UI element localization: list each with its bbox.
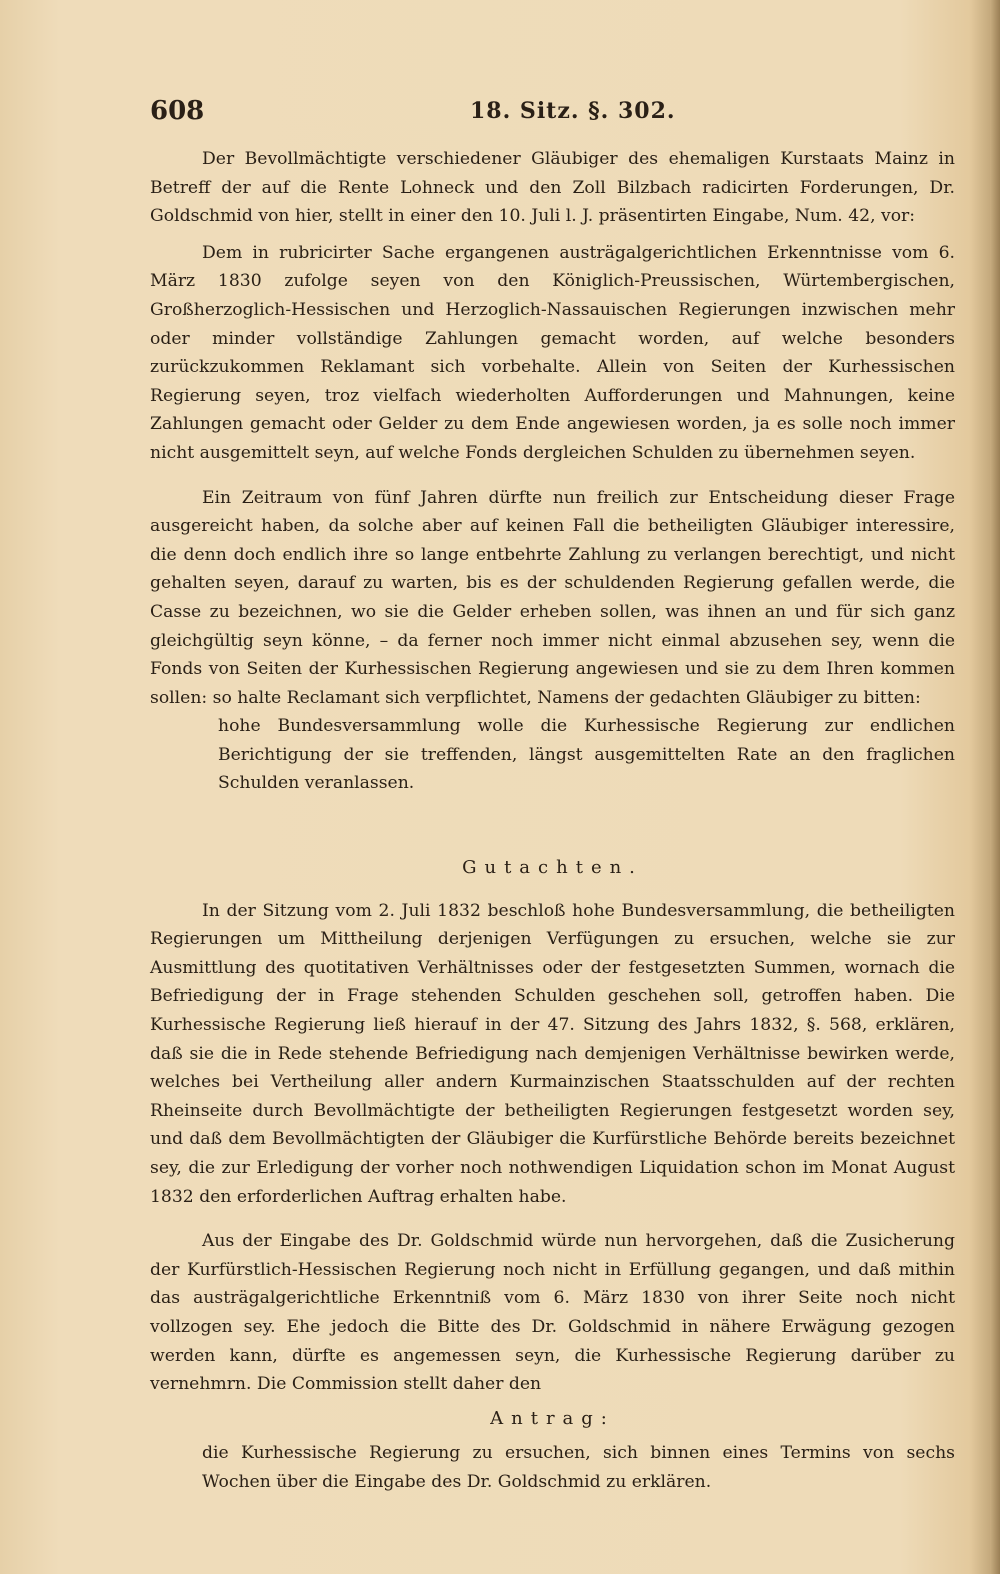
- page-edge: [990, 0, 1000, 1574]
- paragraph-petition-request: hohe Bundesversammlung wolle die Kurhessische Regierung zur endlichen Berichtigung der sie treffenden, längst ausgemittelten Rate an den fraglichen Schulden veranlassen.: [218, 716, 955, 794]
- paragraph-opinion-history: In der Sitzung vom 2. Juli 1832 beschloß hohe Bundesversammlung, die betheiligten Regierungen um Mittheilung derjenigen Verfügungen zu ersuchen, welche sie zur Ausmittlung des quotitativen Verhältnisses oder der festgesetzten Summen, wornach die Befriedigung der in Frage stehenden Schulden geschehen soll, getroffen haben. Die Kurhessische Regierung ließ hierauf in der 47. Sitzung des Jahrs 1832, §. 568, erklären, daß sie die in Rede stehende Befriedigung nach demjenigen Verhältnisse bewirken werde, welches bei Vertheilung aller andern Kurmainzischen Staatsschulden auf der rechten Rheinseite durch Bevollmächtigte der betheiligten Regierungen festgesetzt worden sey, und daß dem Bevollmächtigten der Gläubiger die Kurfürstliche Behörde bereits bezeichnet sey, die zur Erledigung der vorher noch nothwendigen Liquidation schon im Monat August 1832 den erforderlichen Auftrag erhalten habe.: [150, 900, 955, 1207]
- heading-antrag: Antrag:: [490, 1407, 615, 1429]
- page-header: [150, 96, 900, 136]
- paragraph-petition-claim: Dem in rubricirter Sache ergangenen austrägalgerichtlichen Erkenntnisse vom 6. März 1830 zufolge seyen von den Königlich-Preussischen, Würtembergischen, Großherzoglich-Hessischen und Herzoglich-Nassauischen Regierungen inzwischen mehr oder minder vollständige Zahlungen gemacht worden, auf welche besonders zurückzukommen Reklamant sich vorbehalte. Allein von Seiten der Kurhessischen Regierung seyen, troz vielfach wiederholten Aufforderungen und Mahnungen, keine Zahlungen gemacht oder Gelder zu dem Ende angewiesen worden, ja es solle noch immer nicht ausgemittelt seyn, auf welche Fonds dergleichen Schulden zu übernehmen seyen.: [150, 242, 955, 463]
- paragraph-petition-intro: Der Bevollmächtigte verschiedener Gläubiger des ehemaligen Kurstaats Mainz in Betreff der auf die Rente Lohneck und den Zoll Bilzbach radicirten Forderungen, Dr. Goldschmid von hier, stellt in einer den 10. Juli l. J. präsentirten Eingabe, Num. 42, vor:: [150, 149, 955, 227]
- paragraph-petition-argument: Ein Zeitraum von fünf Jahren dürfte nun freilich zur Entscheidung dieser Frage ausgereicht haben, da solche aber auf keinen Fall die betheiligten Gläubiger interessire, die denn doch endlich ihre so lange entbehrte Zahlung zu verlangen berechtigt, und nicht gehalten seyen, darauf zu warten, bis es der schuldenden Regierung gefallen werde, die Casse zu bezeichnen, wo sie die Gelder erheben sollen, was ihnen an und für sich ganz gleichgültig seyn könne, – da ferner noch immer nicht einmal abzusehen sey, wenn die Fonds von Seiten der Kurhessischen Regierung angewiesen und sie zu dem Ihren kommen sollen: so halte Reclamant sich verpflichtet, Namens der gedachten Gläubiger zu bitten:: [150, 487, 955, 708]
- heading-gutachten: Gutachten.: [462, 857, 643, 879]
- body-text: [150, 145, 955, 1497]
- page-number: 608: [150, 96, 205, 126]
- paragraph-motion: die Kurhessische Regierung zu ersuchen, sich binnen eines Termins von sechs Wochen über die Eingabe des Dr. Goldschmid zu erklären.: [202, 1443, 955, 1492]
- paragraph-opinion-assessment: Aus der Eingabe des Dr. Goldschmid würde nun hervorgehen, daß die Zusicherung der Kurfürstlich-Hessischen Regierung noch nicht in Erfüllung gegangen, und daß mithin das austrägalgerichtliche Erkenntniß vom 6. März 1830 von ihrer Seite noch nicht vollzogen sey. Ehe jedoch die Bitte des Dr. Goldschmid in nähere Erwägung gezogen werden kann, dürfte es angemessen seyn, die Kurhessische Regierung darüber zu vernehmrn. Die Commission stellt daher den: [150, 1231, 955, 1395]
- running-head: 18. Sitz. §. 302.: [470, 98, 676, 124]
